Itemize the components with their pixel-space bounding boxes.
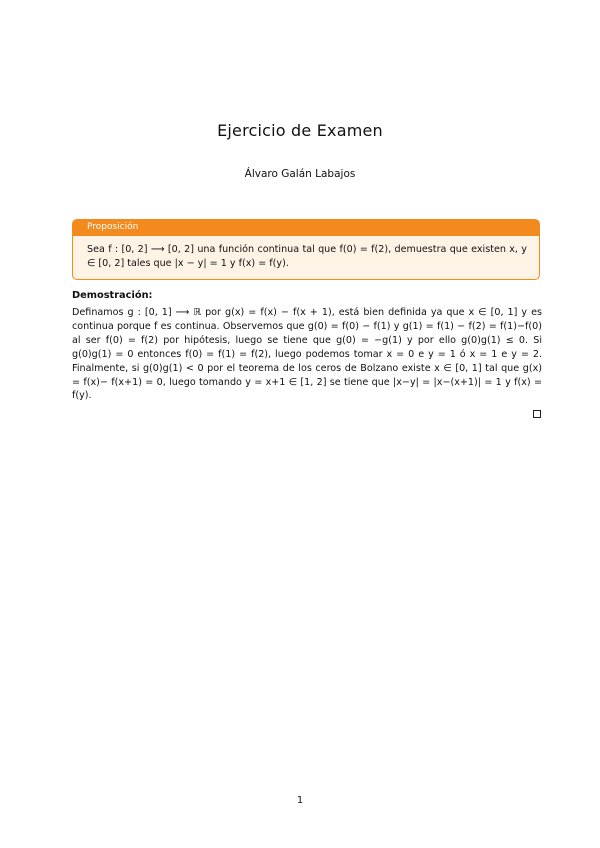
qed-symbol [533, 410, 541, 418]
proof-text: Definamos g : [0, 1] ⟶ ℝ por g(x) = f(x) − f(x + 1), está bien definida ya que x ∈ [0, 1] y es continua porque f es continua. Observemos que g(0) = f(0) − f(1) y g(1) = f(1) − f(2) = f(1)−f(0) al ser f(0) = f(2) por hipótesis, luego se tiene que g(0) = −g(1) y por ello g(0)g(1) ≤ 0. Si g(0)g(1) = 0 entonces f(0) = f(1) = f(2), luego podemos tomar x = 0 e y = 1 ó x = 1 e y = 2. Finalmente, si g(0)g(1) < 0 por el teorema de los ceros de Bolzano existe x ∈ [0, 1] tal que g(x) = f(x)− f(x+1) = 0, luego tomando y = x+1 ∈ [1, 2] se tiene que |x−y| = |x−(x+1)| = 1 y f(x) = f(y). [72, 307, 542, 402]
document-title: Ejercicio de Examen [217, 121, 383, 140]
proposition-heading: Proposición [73, 220, 539, 236]
proposition-text: Sea f : [0, 2] ⟶ [0, 2] una función continua tal que f(0) = f(2), demuestra que existen x, y ∈ [0, 2] tales que |x − y| = 1 y f(x) = f(y). [87, 244, 527, 269]
proposition-box [72, 219, 540, 280]
author-name: Álvaro Galán Labajos [244, 168, 356, 180]
proof-label: Demostración: [72, 290, 153, 301]
page-number: 1 [296, 795, 304, 806]
